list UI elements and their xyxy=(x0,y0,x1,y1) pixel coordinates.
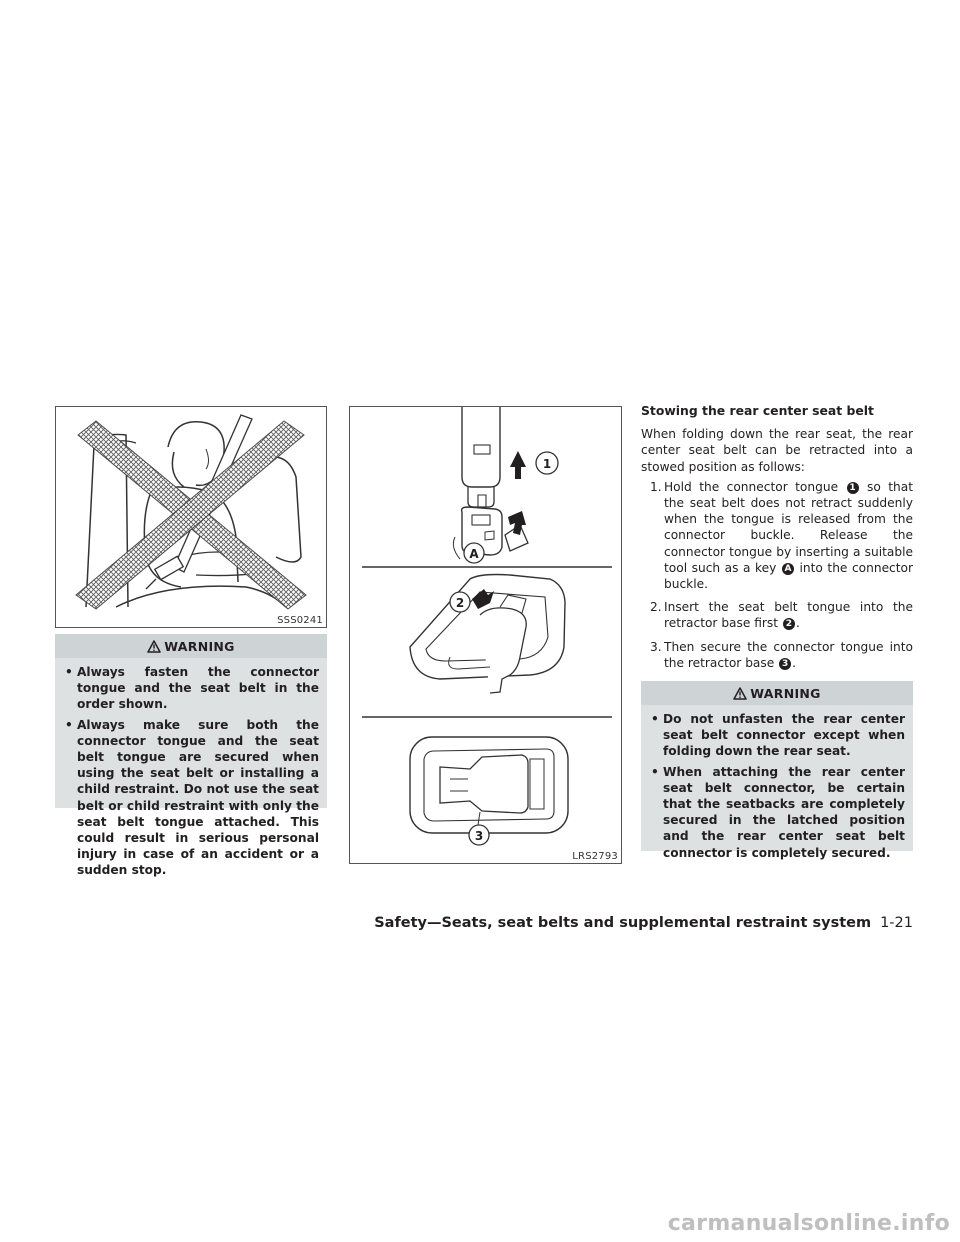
warning-header xyxy=(641,681,913,705)
callout-badge: A xyxy=(782,563,794,575)
warning-item: • Always make sure both the connector tongue and the seat belt tongue are secured when using the seat belt or installing a child restraint. Do not use the seat belt or child restraint with only the seat belt tongue attached. This could result in serious personal injury in case of an accident or a sudden stop. xyxy=(63,717,319,879)
warning-triangle-icon xyxy=(733,687,747,700)
figure-stowing-procedure xyxy=(349,406,622,864)
warning-box-left xyxy=(55,634,327,878)
step-text: Insert the seat belt tongue into the retractor base first xyxy=(664,600,913,631)
figure-incorrect-belt-use xyxy=(55,406,327,628)
step-text: Hold the connector tongue xyxy=(664,479,839,494)
warning-item: • When attaching the rear center seat belt connector, be certain that the seatbacks are completely secured in the latched position and the rear center seat belt connector is completely secured. xyxy=(649,764,905,861)
seated-person-illustration xyxy=(56,407,326,627)
step-item xyxy=(650,599,913,631)
step-text: so that the seat belt does not retract suddenly when the tongue is released from the connector buckle. Release the connector tongue by inserting a suitable tool such as a key xyxy=(664,479,913,575)
step-text: into the connector buckle. xyxy=(664,560,914,592)
step-item xyxy=(650,479,913,592)
callout-1: 1 xyxy=(542,457,552,471)
callout-2: 2 xyxy=(455,596,465,610)
stowing-section xyxy=(641,403,913,678)
warning-heading: WARNING xyxy=(164,638,235,654)
callout-badge: 3 xyxy=(779,658,791,670)
watermark xyxy=(668,1211,950,1236)
step-number: 1. xyxy=(650,479,662,494)
callout-badge: 2 xyxy=(783,618,795,630)
step-text: Then secure the connector tongue into the retractor base xyxy=(664,639,913,670)
callout-a: A xyxy=(469,547,479,561)
footer-section-title: Safety—Seats, seat belts and supplemental restraint system xyxy=(374,915,872,931)
stowing-steps-illustration xyxy=(350,407,621,863)
warning-triangle-icon xyxy=(147,640,161,653)
warning-box-right xyxy=(641,681,913,860)
warning-list xyxy=(641,705,913,873)
step-number: 2. xyxy=(650,600,662,615)
figure-code: SSS0241 xyxy=(277,615,323,626)
step-number: 3. xyxy=(650,639,662,654)
warning-heading: WARNING xyxy=(750,685,821,701)
section-heading: Stowing the rear center seat belt xyxy=(641,403,874,418)
callout-badge: 1 xyxy=(847,482,859,494)
warning-header xyxy=(55,634,327,658)
warning-item: • Do not unfasten the rear center seat belt connector except when folding down the rear seat. xyxy=(649,711,905,760)
warning-list xyxy=(55,658,327,891)
step-item xyxy=(650,639,913,671)
callout-3: 3 xyxy=(474,829,484,843)
step-text: . xyxy=(792,655,796,670)
page-number: 1-21 xyxy=(880,915,913,931)
steps-list xyxy=(641,479,913,671)
step-text: . xyxy=(795,616,800,631)
warning-item: • Always fasten the connector tongue and the seat belt in the order shown. xyxy=(63,664,319,713)
figure-code: LRS2793 xyxy=(572,851,618,862)
page-footer xyxy=(374,915,913,931)
section-intro: When folding down the rear seat, the rear center seat belt can be retracted into a stowed position as follows: xyxy=(641,427,913,474)
watermark-text: carmanualsonline.info xyxy=(667,1211,950,1236)
